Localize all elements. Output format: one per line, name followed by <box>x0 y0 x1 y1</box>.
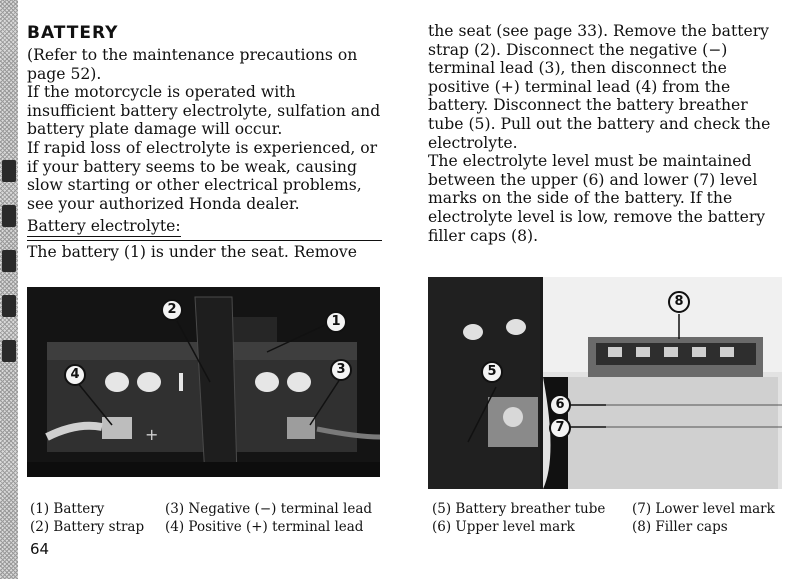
edge-tab-mark <box>2 340 16 362</box>
callout-7: 7 <box>549 417 571 439</box>
subheading: Battery electrolyte: <box>27 217 181 236</box>
caption: (3) Negative (−) terminal lead <box>165 501 373 517</box>
battery-side-illustration <box>428 277 782 489</box>
battery-photo-right <box>428 277 782 489</box>
left-column <box>27 22 385 262</box>
caption: (6) Upper level mark <box>432 519 575 535</box>
callout-5: 5 <box>481 361 503 383</box>
callout-8: 8 <box>668 291 690 313</box>
intro-line: The battery (1) is under the seat. Remove <box>27 240 382 262</box>
caption: (5) Battery breather tube <box>432 501 606 517</box>
battery-photo-left <box>27 287 380 477</box>
plus-symbol: + <box>145 425 159 444</box>
callout-6: 6 <box>549 394 571 416</box>
caption: (4) Positive (+) terminal lead <box>165 519 364 535</box>
paragraph: If the motorcycle is operated with insufficient battery electrolyte, sulfation and battery plate damage will occur. <box>27 83 381 139</box>
callout-4: 4 <box>64 364 86 386</box>
paragraph: the seat (see page 33). Remove the battery strap (2). Disconnect the negative (−) terminal lead (3), then disconnect the positive (+) terminal lead (4) from the battery. Disconnect the battery breather tube (5). Pull out the battery and check the electrolyte. <box>428 22 771 152</box>
paragraph: (Refer to the maintenance precautions on page 52). <box>27 46 358 83</box>
subheading-row <box>27 217 385 237</box>
edge-tab-mark <box>2 160 16 182</box>
caption: (8) Filler caps <box>632 519 728 535</box>
callout-2: 2 <box>161 299 183 321</box>
caption: (7) Lower level mark <box>632 501 775 517</box>
paragraph: The electrolyte level must be maintained between the upper (6) and lower (7) level marks on the side of the battery. If the electrolyte level is low, remove the battery filler caps (8). <box>428 152 766 245</box>
edge-tab-mark <box>2 250 16 272</box>
caption: (1) Battery <box>30 501 105 517</box>
page-number: 64 <box>30 540 50 558</box>
caption: (2) Battery strap <box>30 519 145 535</box>
paragraph: If rapid loss of electrolyte is experienced, or if your battery seems to be weak, causing slow starting or other electrical problems, see your authorized Honda dealer. <box>27 138 378 213</box>
edge-tab-mark <box>2 205 16 227</box>
section-title: BATTERY <box>27 23 119 43</box>
right-column <box>428 22 782 245</box>
edge-tab-mark <box>2 295 16 317</box>
callout-1: 1 <box>325 311 347 333</box>
callout-3: 3 <box>330 359 352 381</box>
page-edge-pattern <box>0 0 18 579</box>
